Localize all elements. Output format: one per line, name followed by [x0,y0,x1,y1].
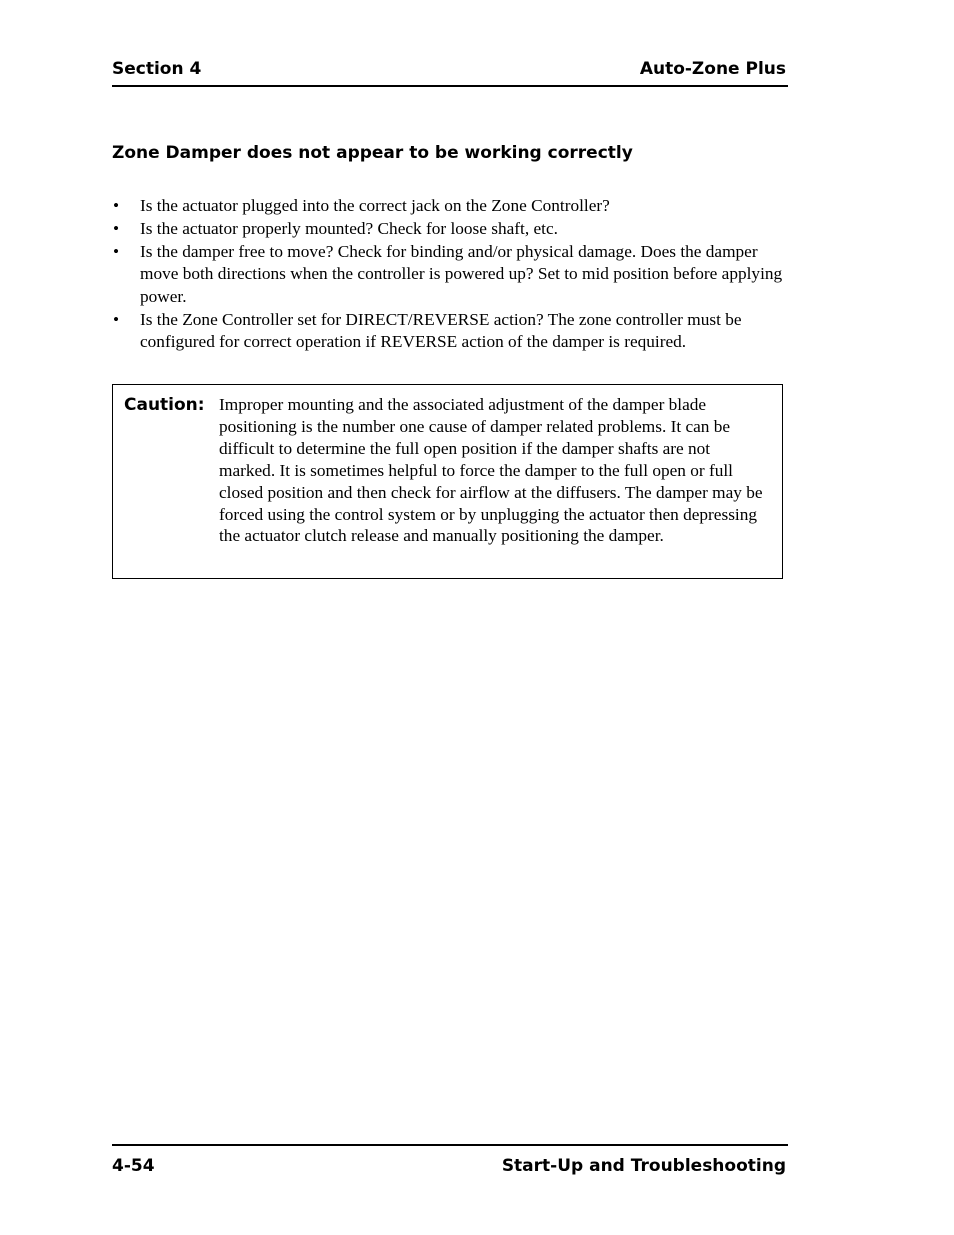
caution-box [112,384,783,579]
section-heading: Zone Damper does not appear to be working correctly [112,143,633,163]
page-number: 4-54 [112,1156,155,1176]
bullet-icon: • [113,309,120,329]
list-item [112,218,788,240]
bullet-icon: • [113,219,120,238]
caution-label: Caution: [124,395,205,415]
list-item-text: Is the damper free to move? Check for binding and/or physical damage. Does the damper move both directions when the controller is powered up? Set to mid position before applying power. [140,242,783,306]
bullet-icon: • [113,196,120,215]
page-header [112,58,788,87]
list-item [112,241,788,308]
section-label: Section 4 [112,59,202,79]
product-name: Auto-Zone Plus [639,59,786,79]
bullet-icon: • [113,242,120,261]
list-item [112,195,788,217]
chapter-title: Start-Up and Troubleshooting [501,1156,786,1176]
list-item-text: Is the actuator properly mounted? Check for loose shaft, etc. [140,219,558,238]
list-item-text: Is the actuator plugged into the correct jack on the Zone Controller? [140,196,610,215]
troubleshooting-list [112,195,788,354]
list-item [112,309,788,354]
caution-text: Improper mounting and the associated adjustment of the damper blade positioning is the number one cause of damper related problems. It can be difficult to determine the full open position if the damper shafts are not marked. It is sometimes helpful to force the damper to the full open or full closed position and then check for airflow at the diffusers. The damper may be forced using the control system or by unplugging the actuator then depressing the actuator clutch release and manually positioning the damper. [219,395,763,546]
page-footer [112,1144,788,1176]
list-item-text: Is the Zone Controller set for DIRECT/REVERSE action? The zone controller must be configured for correct operation if REVERSE action of the damper is required. [140,309,742,352]
